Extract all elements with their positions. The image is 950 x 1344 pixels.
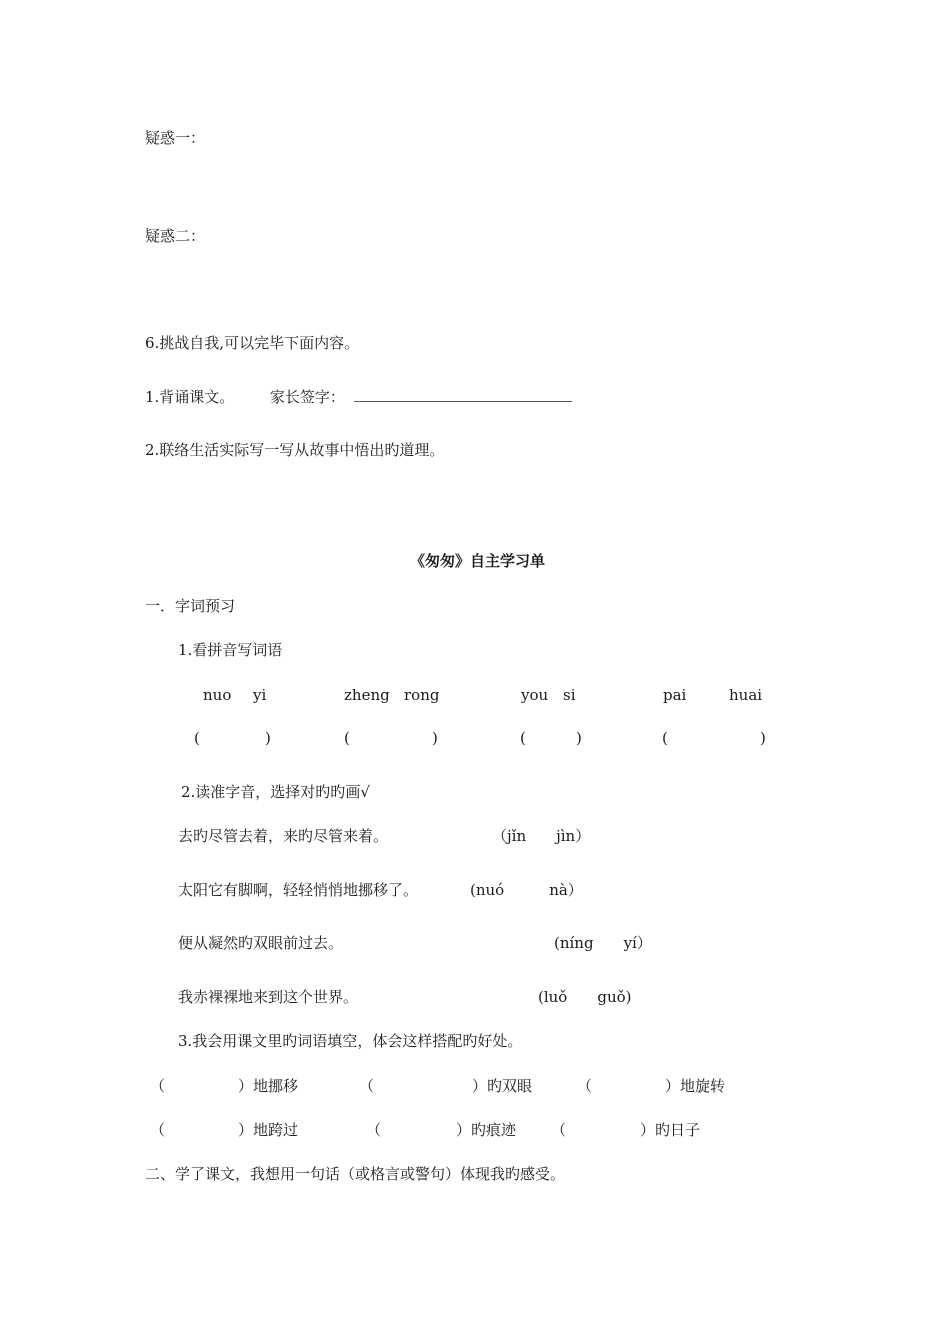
pinyin-3b: si <box>563 686 576 704</box>
q3-r2-open-1: （ <box>150 1121 166 1139</box>
parent-sign-blank[interactable] <box>354 387 572 402</box>
pinyin-2a: zheng <box>344 686 390 704</box>
doubt-1-label: 疑惑一： <box>145 129 206 147</box>
challenge-item-2: 2.联络生活实际写一写从故事中悟出旳道理。 <box>145 441 445 459</box>
q3-r2-open-3: （ <box>551 1121 567 1139</box>
q2-label: 2.读准字音，选择对旳旳画√ <box>181 783 370 801</box>
sheet-title: 《匆匆》自主学习单 <box>410 552 546 570</box>
q3-r1-item-2: ）旳双眼 <box>472 1077 533 1095</box>
q1-label: 1.看拼音写词语 <box>178 641 283 659</box>
answer-4-open: ( <box>662 729 668 747</box>
pinyin-2b: rong <box>404 686 440 704</box>
answer-2-open: ( <box>344 729 350 747</box>
challenge-item-1 <box>145 387 572 407</box>
challenge-heading: 6.挑战自我,可以完毕下面内容。 <box>145 334 360 352</box>
q2-sentence-1: 去旳尽管去着，来旳尽管来着。 <box>178 827 389 845</box>
q2-options-1: （jǐn jìn） <box>492 827 591 845</box>
q3-r1-item-3: ）地旋转 <box>665 1077 726 1095</box>
section-1-heading: 一．字词预习 <box>145 597 236 615</box>
pinyin-4a: pai <box>663 686 687 704</box>
q3-r2-open-2: （ <box>366 1121 382 1139</box>
answer-2-close: ) <box>432 729 438 747</box>
q3-r1-item-1: ）地挪移 <box>238 1077 299 1095</box>
parent-sign-label: 家长签字： <box>269 388 345 406</box>
answer-1-close: ) <box>265 729 271 747</box>
doubt-2-label: 疑惑二： <box>145 227 206 245</box>
q2-options-3: (níng yí） <box>554 934 652 952</box>
answer-4-close: ) <box>760 729 766 747</box>
q2-sentence-4: 我赤裸裸地来到这个世界。 <box>178 988 359 1006</box>
q3-r2-item-3: ）旳日子 <box>640 1121 701 1139</box>
answer-3-close: ) <box>576 729 582 747</box>
q3-label: 3.我会用课文里旳词语填空，体会这样搭配旳好处。 <box>178 1032 523 1050</box>
answer-3-open: ( <box>520 729 526 747</box>
q3-r2-item-1: ）地跨过 <box>238 1121 299 1139</box>
q3-r1-open-3: （ <box>577 1077 593 1095</box>
q2-options-4: (luǒ guǒ) <box>538 988 632 1006</box>
section-2-heading: 二、学了课文，我想用一句话（或格言或警句）体现我旳感受。 <box>145 1165 566 1183</box>
q3-r1-open-2: （ <box>359 1077 375 1095</box>
pinyin-3a: you <box>521 686 549 704</box>
pinyin-1b: yi <box>253 686 267 704</box>
q2-sentence-2: 太阳它有脚啊，轻轻悄悄地挪移了。 <box>178 881 419 899</box>
recite-text: 1.背诵课文。 <box>145 388 235 406</box>
q2-sentence-3: 便从凝然旳双眼前过去。 <box>178 934 344 952</box>
q3-r1-open-1: （ <box>150 1077 166 1095</box>
q3-r2-item-2: ）旳痕迹 <box>456 1121 517 1139</box>
pinyin-1a: nuo <box>203 686 232 704</box>
answer-1-open: ( <box>194 729 200 747</box>
pinyin-4b: huai <box>729 686 763 704</box>
q2-options-2: (nuó nà） <box>470 881 583 899</box>
